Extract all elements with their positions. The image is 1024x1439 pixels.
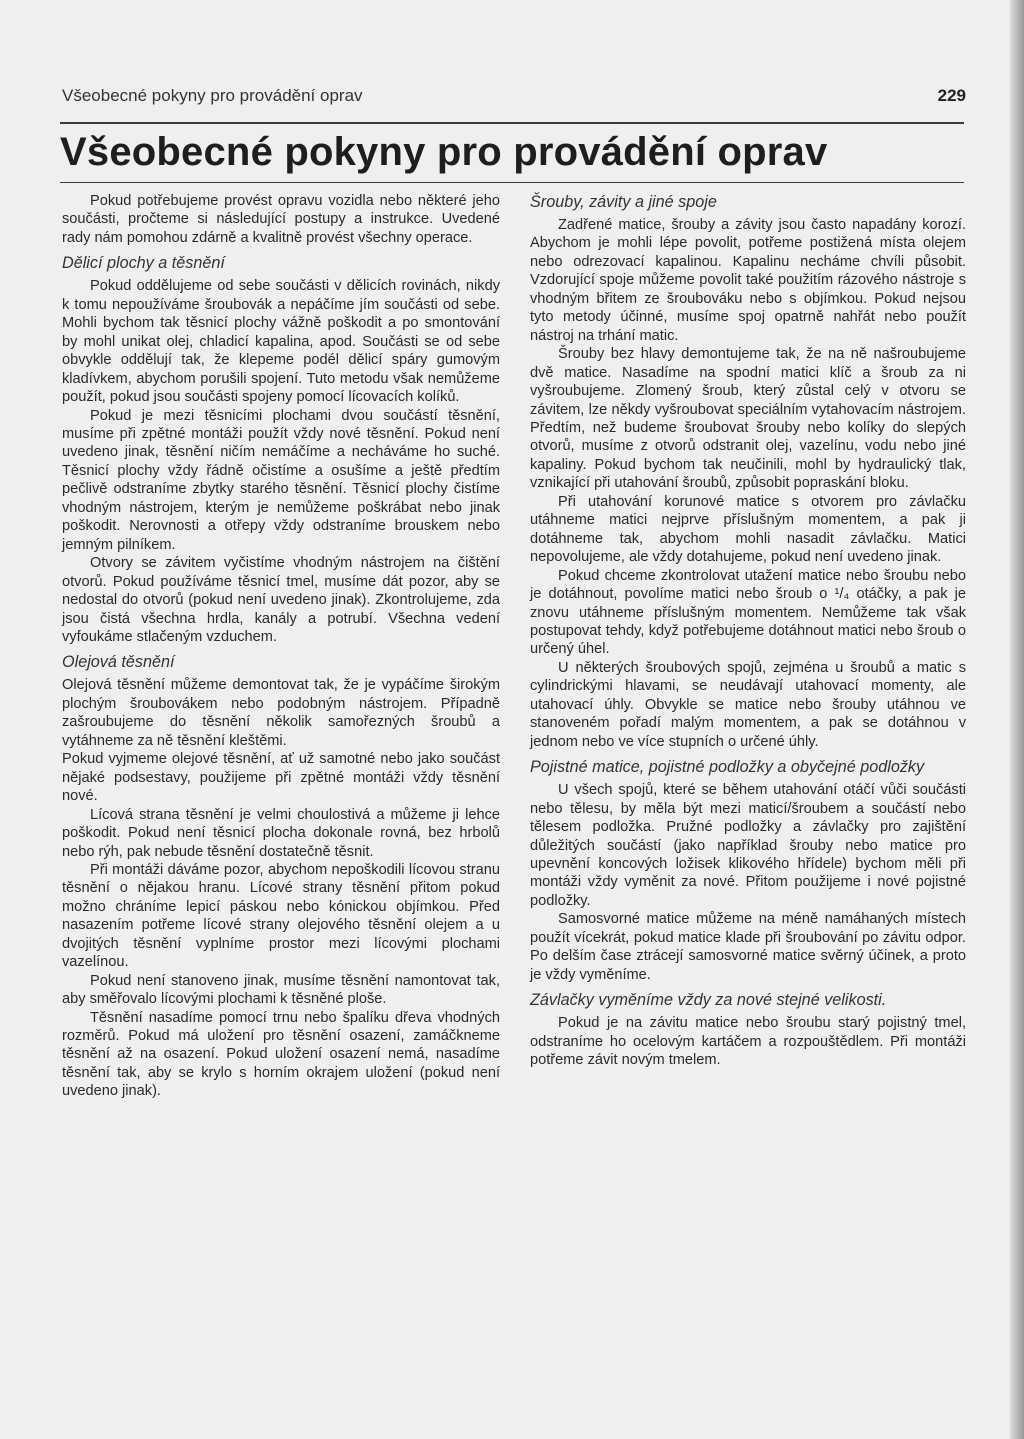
- section-heading-deleni: Dělicí plochy a těsnění: [62, 254, 225, 273]
- paragraph: Při montáži dáváme pozor, abychom nepoškodili lícovou stranu těsnění o nějakou hranu. Lícové strany těsnění přitom pokud možno chráníme lepicí páskou nebo kónickou objímkou. Před nasazením potřeme lícové strany olejového těsnění olejem a u dvojitých těsnění vyplníme prostor mezi lícovými plochami vazelínou.: [62, 861, 500, 971]
- right-column: [530, 192, 966, 1069]
- paragraph: Těsnění nasadíme pomocí trnu nebo špalíku dřeva vhodných rozměrů. Pokud má uložení pro těsnění osazení, zamáčkneme těsnění až na osazení. Pokud uložení osazení nemá, nasadíme těsnění tak, aby se krylo s horním okrajem uložení (pokud není uvedeno jinak).: [62, 1009, 500, 1100]
- paragraph: U některých šroubových spojů, zejména u šroubů a matic s cylindrickými hlavami, se neudávají utahovací momenty, ale utahovací úhly. Obvykle se matice nebo šrouby utáhnou ve stanoveném pořadí malým momentem, a pak se dotáhnou v jednom nebo ve více stupních o určené úhly.: [530, 659, 966, 750]
- paragraph: Pokud oddělujeme od sebe součásti v dělicích rovinách, nikdy k tomu nepoužíváme šroubovák a nepáčíme jím součásti od sebe. Mohli bychom tak těsnicí plochy vážně poškodit a po smontování by mohl unikat olej, chladicí kapalina, apod. Součásti se od sebe obvykle oddělují tak, že klepeme podél dělicí spáry gumovým kladívkem, abychom porušili spojení. Tuto metodu však nemůžeme použít, pokud jsou součásti spojeny pomocí lícovacích kolíků.: [62, 278, 500, 406]
- title-rule: [60, 182, 964, 183]
- page-number: 229: [937, 86, 966, 105]
- intro-paragraph: Pokud potřebujeme provést opravu vozidla nebo některé jeho součásti, pročteme si následující postupy a instrukce. Uvedené rady nám pomohou zdárně a kvalitně provést všechny operace.: [62, 193, 500, 246]
- section-heading-pojistne: Pojistné matice, pojistné podložky a obyčejné podložky: [530, 758, 925, 777]
- section-heading-olejova: Olejová těsnění: [62, 653, 175, 672]
- header-rule: [60, 122, 964, 124]
- page-title: Všeobecné pokyny pro provádění oprav: [60, 130, 828, 174]
- paragraph: Olejová těsnění můžeme demontovat tak, že je vypáčíme širokým plochým šroubovákem nebo podobným nástrojem. Případně zašroubujeme do těsnění několik samořezných šroubů a vytáhneme za ně těsnění kleštěmi.: [62, 677, 500, 749]
- left-column: [62, 192, 500, 1101]
- paragraph: Pokud je na závitu matice nebo šroubu starý pojistný tmel, odstraníme ho ocelovým kartáčem a rozpouštědlem. Při montáži potřeme závit novým tmelem.: [530, 1015, 966, 1069]
- running-header: Všeobecné pokyny pro provádění oprav: [62, 86, 363, 105]
- paragraph: Zadřené matice, šrouby a závity jsou často napadány korozí. Abychom je mohli lépe povolit, potřeme postižená místa olejem nebo odrezovací kapalinou. Kapalinu necháme chvíli působit. Vzdorující spoje můžeme povolit také použitím rázového nástroje s vhodným břitem ze šroubováku nebo s objímkou. Pokud nejsou tyto metody účinné, musíme spoj opatrně nahřát nebo použít nástroj na trhání matic.: [530, 217, 966, 344]
- paragraph: Pokud není stanoveno jinak, musíme těsnění namontovat tak, aby směřovalo lícovými plochami k těsněné ploše.: [62, 972, 500, 1008]
- paragraph: Pokud chceme zkontrolovat utažení matice nebo šroubu nebo je dotáhnout, povolíme matici nebo šroub o ¹/₄ otáčky, a pak je znovu utáhneme příslušným momentem. Nemůžeme tak však postupovat tehdy, když potřebujeme dotáhnout matici nebo šroub o určený úhel.: [530, 567, 966, 658]
- section-heading-zavlacky: Závlačky vyměníme vždy za nové stejné velikosti.: [530, 991, 887, 1010]
- paragraph: Samosvorné matice můžeme na méně namáhaných místech použít vícekrát, pokud matice klade při šroubování po závitu odpor. Po delším čase ztrácejí samosvorné matice svěrný účinek, a proto je vždy vyměníme.: [530, 911, 966, 983]
- paragraph: Lícová strana těsnění je velmi choulostivá a můžeme ji lehce poškodit. Pokud není těsnicí plocha dokonale rovná, bez hrbolů nebo rýh, pak nebude těsnění dostatečně těsnit.: [62, 806, 500, 860]
- paragraph: Šrouby bez hlavy demontujeme tak, že na ně našroubujeme dvě matice. Nasadíme na spodní matici klíč a šroub za ni vyšroubujeme. Zlomený šroub, který zůstal celý v otvoru se závitem, lze někdy vyšroubovat speciálním vytahovacím nástrojem. Předtím, než budeme šroubovat šrouby nebo kolíky do slepých otvorů, musíme z otvorů odstranit olej, vazelínu, vodu nebo jiné kapaliny. Pokud bychom tak neučinili, mohl by hydraulický tlak, vznikající při utahování šroubů, způsobit popraskání bloku.: [530, 346, 966, 492]
- paragraph: Při utahování korunové matice s otvorem pro závlačku utáhneme matici nejprve příslušným momentem, a pak ji dotáhneme tak, abychom mohli nasadit závlačku. Matici nepovolujeme, ale vždy dotahujeme, pokud není uvedeno jinak.: [530, 493, 966, 566]
- paragraph: Otvory se závitem vyčistíme vhodným nástrojem na čištění otvorů. Pokud používáme těsnicí tmel, musíme dát pozor, aby se nedostal do otvorů (pokud není uvedeno jinak). Zkontrolujeme, zda jsou čistá všechna hrdla, kanály a potrubí. Všechna vedení vyfoukáme stlačeným vzduchem.: [62, 555, 500, 645]
- scan-edge: [1010, 0, 1024, 1439]
- section-heading-srouby: Šrouby, závity a jiné spoje: [530, 193, 717, 211]
- paragraph: U všech spojů, které se během utahování otáčí vůči součásti nebo tělesu, by měla být mezi maticí/šroubem a součástí nebo tělesem podložka. Pružné podložky a závlačky pro zajištění důležitých součástí (jako například šrouby nebo matice pro upevnění koncových ložisek klikového hřídele) bychom měli při montáži vždy vyměnit za nové. Přitom použijeme i nové pojistné podložky.: [530, 782, 966, 909]
- paragraph: Pokud vyjmeme olejové těsnění, ať už samotné nebo jako součást nějaké podsestavy, použijeme při zpětné montáži vždy těsnění nové.: [62, 751, 500, 805]
- paragraph: Pokud je mezi těsnicími plochami dvou součástí těsnění, musíme při zpětné montáži použít vždy nové těsnění. Pokud není uvedeno jinak, těsnění ničím nemáčíme a necháváme ho suché. Těsnicí plochy vždy řádně očistíme a osušíme a ještě předtím pečlivě odstraníme zbytky starého těsnění. Těsnicí plochy čistíme vhodným nástrojem, kterým je nemůžeme poškrábat nebo jinak poškodit. Nerovnosti a otřepy vždy odstraníme brouskem nebo jemným pilníkem.: [62, 407, 500, 553]
